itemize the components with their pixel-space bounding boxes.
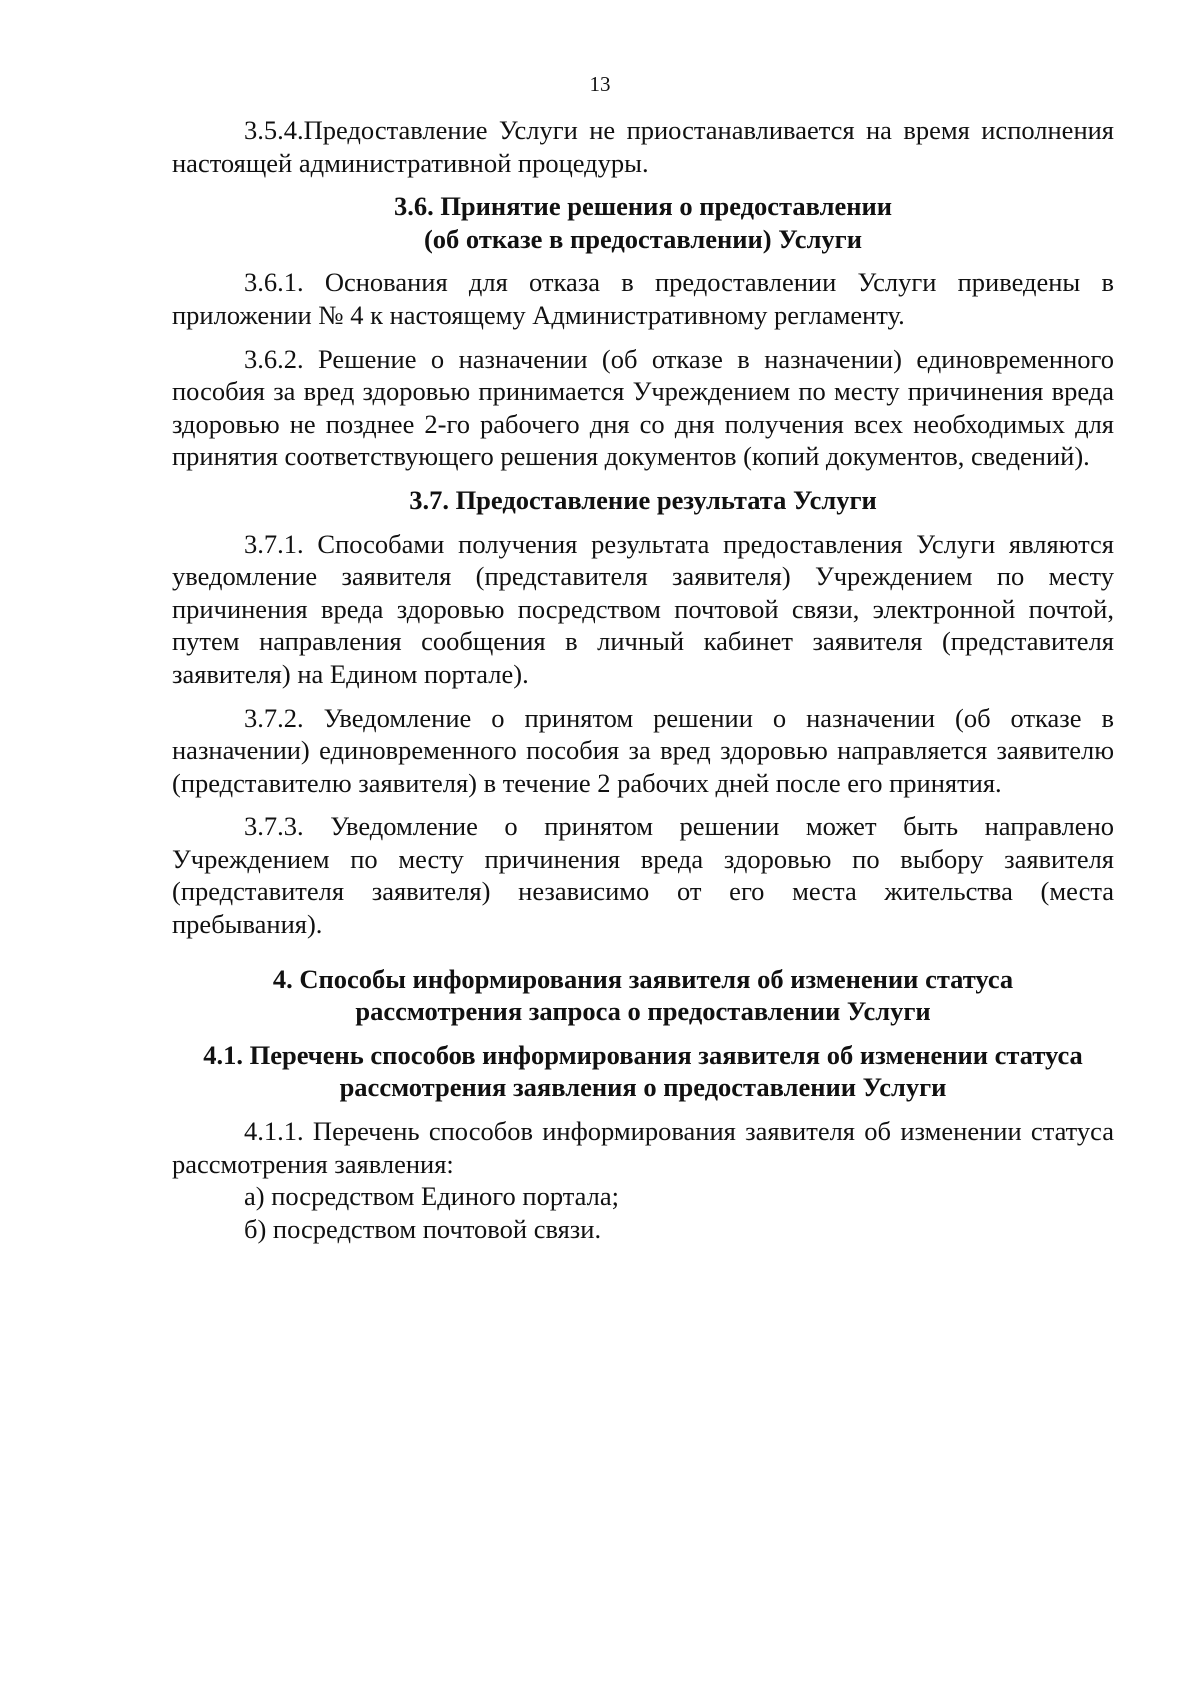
paragraph-3-5-4: 3.5.4.Предоставление Услуги не приостанавливается на время исполнения настоящей административной процедуры.: [172, 115, 1114, 178]
document-body: [172, 114, 1114, 1245]
heading-4-line-1: 4. Способы информирования заявителя об изменении статуса: [272, 963, 1014, 994]
heading-4-1-line-2: рассмотрения заявления о предоставлении Услуги: [339, 1072, 947, 1103]
heading-3-7: 3.7. Предоставление результата Услуги: [409, 484, 877, 515]
heading-4: [172, 963, 1114, 1028]
heading-3-6: [172, 190, 1114, 255]
list-item-b: б) посредством почтовой связи.: [244, 1213, 602, 1244]
paragraph-4-1-1: 4.1.1. Перечень способов информирования заявителя об изменении статуса рассмотрения заявления:: [172, 1116, 1114, 1179]
list-item-a: а) посредством Единого портала;: [244, 1181, 619, 1212]
paragraph-3-7-3: 3.7.3. Уведомление о принятом решении может быть направлено Учреждением по месту причинения вреда здоровью по выбору заявителя (представителя заявителя) независимо от его места жительства (места пребывания).: [172, 811, 1114, 940]
heading-3-6-line-1: 3.6. Принятие решения о предоставлении: [393, 191, 893, 222]
paragraph-3-7-2: 3.7.2. Уведомление о принятом решении о назначении (об отказе в назначении) единовременного пособия за вред здоровью направляется заявителю (представителю заявителя) в течение 2 рабочих дней после его принятия.: [172, 702, 1114, 798]
heading-4-1: [172, 1039, 1114, 1104]
page-number: 13: [589, 72, 611, 96]
heading-4-1-line-1: 4.1. Перечень способов информирования заявителя об изменении статуса: [203, 1039, 1083, 1070]
paragraph-3-6-1: 3.6.1. Основания для отказа в предоставлении Услуги приведены в приложении № 4 к настоящему Административному регламенту.: [172, 267, 1114, 330]
paragraph-3-6-2: 3.6.2. Решение о назначении (об отказе в назначении) единовременного пособия за вред здоровью принимается Учреждением по месту причинения вреда здоровью не позднее 2-го рабочего дня со дня получения всех необходимых для принятия соответствующего решения документов (копий документов, сведений).: [172, 343, 1114, 472]
heading-3-6-line-2: (об отказе в предоставлении) Услуги: [423, 223, 862, 254]
paragraph-3-7-1: 3.7.1. Способами получения результата предоставления Услуги являются уведомление заявителя (представителя заявителя) Учреждением по месту причинения вреда здоровью посредством почтовой связи, электронной почтой, путем направления сообщения в личный кабинет заявителя (представителя заявителя) на Едином портале).: [172, 528, 1114, 689]
heading-4-line-2: рассмотрения запроса о предоставлении Услуги: [355, 996, 931, 1027]
